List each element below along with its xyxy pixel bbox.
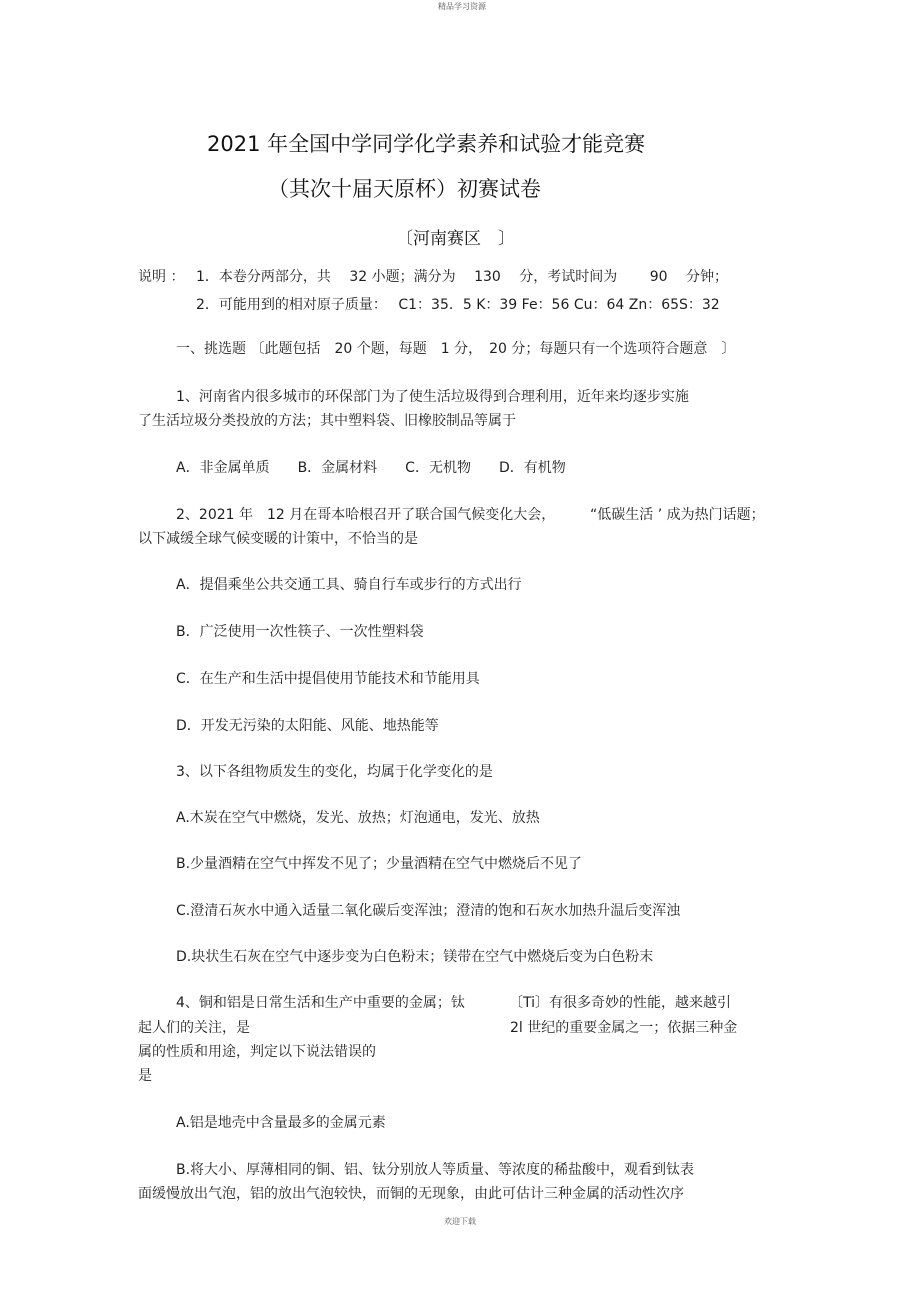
- question-4-stem-cont-b: 2l 世纪的重要金属之一；依据三种金: [510, 1020, 738, 1036]
- question-3-option-a: A.木炭在空气中燃烧，发光、放热；灯泡通电，发光、放热: [176, 810, 540, 826]
- question-2-stem-cont: 以下减缓全球气候变暖的计策中，不恰当的是: [138, 531, 418, 547]
- question-2-stem-quote: “低碳生活 ’ 成为热门话题；: [590, 507, 765, 523]
- question-3-option-b: B.少量酒精在空气中挥发不见了；少量酒精在空气中燃烧后不见了: [176, 856, 583, 872]
- footer-note: 欢迎下载: [444, 1217, 476, 1226]
- region-label: 〔河南赛区 〕: [396, 229, 515, 249]
- question-4-stem-cont-3: 是: [138, 1068, 152, 1084]
- question-2-option-c: C．在生产和生活中提倡使用节能技术和节能用具: [176, 671, 480, 687]
- question-2-option-b: B．广泛使用一次性筷子、一次性塑料袋: [176, 624, 424, 640]
- question-4-stem-cont-2: 属的性质和用途，判定以下说法错误的: [138, 1044, 376, 1060]
- question-1-stem: 1、河南省内很多城市的环保部门为了使生活垃圾得到合理利用，近年来均逐步实施: [176, 389, 689, 405]
- section-heading: 一、挑选题 〔此题包括 20 个题，每题 1 分， 20 分；每题只有一个选项符合题意 〕: [176, 341, 736, 357]
- question-2-option-d: D．开发无污染的太阳能、风能、地热能等: [176, 718, 439, 734]
- question-4-stem-b: 〔Ti〕有很多奇妙的性能，越来越引: [509, 995, 732, 1011]
- question-3-option-d: D.块状生石灰在空气中逐步变为白色粉末；镁带在空气中燃烧后变为白色粉末: [176, 949, 654, 965]
- page-title: 2021 年全国中学同学化学素养和试验才能竞赛: [207, 132, 646, 156]
- question-4-option-b: B.将大小、厚薄相同的铜、铝、钛分别放人等质量、等浓度的稀盐酸中，观看到钛表: [176, 1162, 695, 1178]
- question-3-option-c: C.澄清石灰水中通入适量二氧化碳后变浑浊；澄清的饱和石灰水加热升温后变浑浊: [176, 903, 681, 919]
- question-4-stem-cont: 起人们的关注，是: [138, 1020, 250, 1036]
- question-1-stem-cont: 了生活垃圾分类投放的方法；其中塑料袋、旧橡胶制品等属于: [138, 413, 516, 429]
- header-note: 精品学习资源: [438, 2, 486, 11]
- note-item-1: 1．本卷分两部分，共 32 小题；满分为 130 分，考试时间为 90 分钟；: [196, 269, 728, 285]
- page-subtitle: （其次十届天原杯）初赛试卷: [268, 177, 541, 201]
- question-4-stem: 4、铜和铝是日常生活和生产中重要的金属；钛: [176, 995, 465, 1011]
- question-4-option-b-cont: 面缓慢放出气泡，铝的放出气泡较快，而铜的无现象，由此可估计三种金属的活动性次序: [138, 1186, 684, 1202]
- question-1-options: A．非金属单质 B．金属材料 C．无机物 D．有机物: [176, 460, 566, 476]
- note-item-2: 2．可能用到的相对原子质量： C1：35．5 K：39 Fe：56 Cu：64 Zn：65S：32: [196, 297, 720, 313]
- question-3-stem: 3、以下各组物质发生的变化，均属于化学变化的是: [176, 764, 493, 780]
- question-4-option-a: A.铝是地壳中含量最多的金属元素: [176, 1115, 386, 1131]
- notes-label: 说明 ：: [138, 269, 185, 285]
- question-2-option-a: A．提倡乘坐公共交通工具、骑自行车或步行的方式出行: [176, 577, 522, 593]
- question-2-stem: 2、2021 年 12 月在哥本哈根召开了联合国气候变化大会，: [176, 507, 556, 523]
